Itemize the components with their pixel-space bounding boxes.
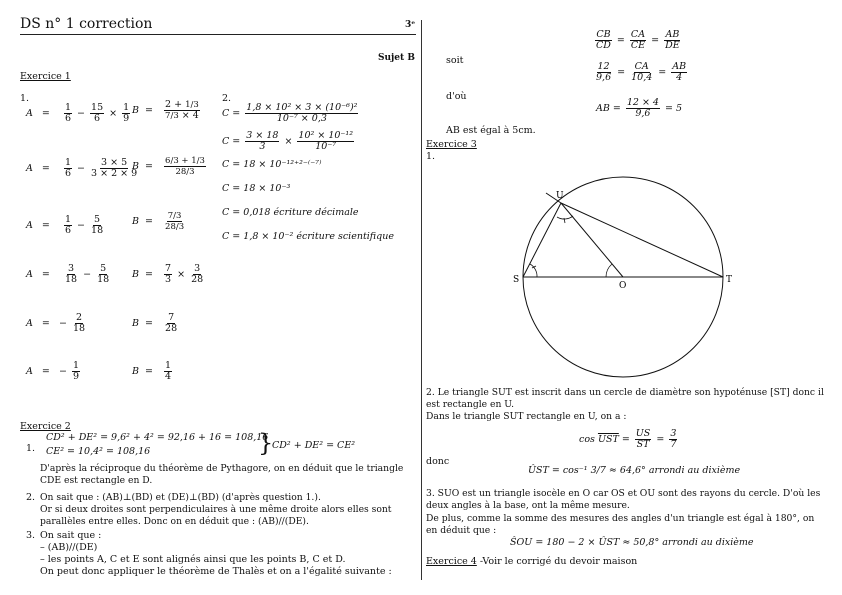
page-title: DS n° 1 correction bbox=[20, 16, 153, 32]
ab-equation: AB = $\frac{12 \times 4}{9,6}$ = 5 bbox=[596, 97, 683, 119]
c-note-decimal: écriture décimale bbox=[273, 207, 359, 218]
class-label: 3ᵉ bbox=[405, 20, 416, 30]
sou-note: arrondi au dixième bbox=[662, 537, 754, 548]
angle-mark-u bbox=[557, 216, 573, 219]
ex2-eq-result: CD² + DE² = CE² bbox=[272, 440, 356, 451]
ex2-item2-number: 2. bbox=[26, 492, 36, 503]
label-o: O bbox=[619, 281, 627, 291]
soit-label: soit bbox=[446, 55, 464, 66]
ex2-heading: Exercice 2 bbox=[20, 421, 71, 432]
circle-figure bbox=[426, 162, 842, 388]
soit-equation: $\frac{12}{9,6}$ = $\frac{CA}{10,4}$ = $\frac{AB}{4}$ bbox=[596, 61, 687, 83]
ex1-q1-number: 1. bbox=[20, 93, 30, 104]
dou-label: d'où bbox=[446, 91, 467, 102]
angle-equation: ÛST = cos⁻¹ 3/7 ≈ 64,6° arrondi au dixième bbox=[528, 465, 741, 476]
ex2-eq1: CD² + DE² = 9,6² + 4² = 92,16 + 16 = 108,16 bbox=[46, 432, 269, 443]
subject-label: Sujet B bbox=[378, 53, 415, 63]
ex2-item3-line2: – (AB)//(DE) bbox=[40, 542, 98, 553]
ex3-p2b: Dans le triangle SUT rectangle en U, on a : bbox=[426, 411, 627, 422]
thales-equation: $\frac{CB}{CD}$ = $\frac{CA}{CE}$ = $\frac{AB}{DE}$ bbox=[596, 29, 680, 51]
c-row-6: C = 1,8 × 10⁻² écriture scientifique bbox=[222, 231, 394, 242]
a-row-6: A = − $\frac{1}{9}$ bbox=[26, 360, 79, 382]
a-row-2: A = $\frac{1}{6}$ − $\frac{3 \times 5}{3 \times 2 \times 9}$ bbox=[26, 157, 138, 179]
segment-uo bbox=[561, 203, 623, 277]
ex1-heading: Exercice 1 bbox=[20, 71, 71, 82]
segment-su bbox=[523, 203, 561, 277]
donc-label: donc bbox=[426, 456, 450, 467]
b-row-1: B = $\frac{2 + 1/3}{7/3 \times 4}$ bbox=[132, 99, 199, 121]
b-row-4: B = $\frac{7}{3}$ × $\frac{3}{28}$ bbox=[132, 263, 204, 285]
ex4-text: -Voir le corrigé du devoir maison bbox=[479, 556, 638, 567]
ex3-p3b: De plus, comme la somme des mesures des angles d'un triangle est égal à 180°, on en déduit que : bbox=[426, 513, 815, 536]
angle-mark-o bbox=[606, 264, 612, 277]
column-divider bbox=[421, 20, 422, 580]
a-row-3: A = $\frac{1}{6}$ − $\frac{5}{18}$ bbox=[26, 214, 104, 236]
ex2-item2-line1: On sait que : (AB)⊥(BD) et (DE)⊥(BD) (d'après question 1.). bbox=[40, 492, 321, 503]
cos-equation: $\cos \overline{UST}$ = $\frac{US}{ST}$ = $\frac{3}{7}$ bbox=[579, 428, 677, 450]
ex2-item2-line2: Or si deux droites sont perpendiculaires à une même droite alors elles sont parallèles entre elles. Donc on en déduit que : (AB)//(DE). bbox=[40, 504, 392, 527]
ex1-q2-number: 2. bbox=[222, 93, 232, 104]
angle-note: arrondi au dixième bbox=[648, 465, 741, 476]
label-u: U bbox=[556, 191, 564, 201]
c-row-5: C = 0,018 écriture décimale bbox=[222, 207, 359, 218]
b-row-6: B = $\frac{1}{4}$ bbox=[132, 360, 172, 382]
brace: } bbox=[258, 429, 274, 457]
ex4-line bbox=[426, 556, 637, 567]
ex3-heading: Exercice 3 bbox=[426, 139, 477, 150]
c-row-4: C = 18 × 10⁻³ bbox=[222, 183, 291, 194]
c-row-1: C = $\frac{\text{1,8 × 10² × 3 × (10⁻⁶)²}}{\text{10⁻⁷ × 0,3}}$ bbox=[222, 102, 358, 124]
c-row-2: C = $\frac{3 \times 18}{3}$ × $\frac{\text{10² × 10⁻¹²}}{\text{10⁻⁷}}$ bbox=[222, 130, 354, 152]
ex3-p3: 3. SUO est un triangle isocèle en O car OS et OU sont des rayons du cercle. D'où les deux angles à la base, ont la même mesure. bbox=[426, 488, 821, 511]
label-s: S bbox=[513, 275, 520, 285]
header-rule bbox=[20, 34, 416, 35]
ex2-item3-line4: On peut donc appliquer le théorème de Thalès et on a l'égalité suivante : bbox=[40, 566, 392, 577]
segment-ut bbox=[561, 203, 723, 277]
ab-result: AB est égal à 5cm. bbox=[446, 125, 536, 136]
ex3-q1-number: 1. bbox=[426, 151, 436, 162]
ex4-heading: Exercice 4 bbox=[426, 556, 477, 567]
ex3-p2: 2. Le triangle SUT est inscrit dans un cercle de diamètre son hypoténuse [ST] donc il est rectangle en U. bbox=[426, 387, 824, 410]
ex2-item1-number: 1. bbox=[26, 443, 36, 454]
a-row-5: A = − $\frac{2}{18}$ bbox=[26, 312, 86, 334]
ex2-item3-line1: On sait que : bbox=[40, 530, 102, 541]
a-row-4: A = $\frac{3}{18}$ − $\frac{5}{18}$ bbox=[26, 263, 110, 285]
ex2-item3-number: 3. bbox=[26, 530, 36, 541]
a-row-1: A = $\frac{1}{6}$ − $\frac{15}{6}$ × $\frac{1}{9}$ bbox=[26, 102, 130, 124]
b-row-2: B = $\frac{6/3 + 1/3}{28/3}$ bbox=[132, 156, 205, 177]
sou-equation: ŜOU = 180 − 2 × ÛST ≈ 50,8° arrondi au dixième bbox=[510, 537, 754, 548]
b-row-3: B = $\frac{7/3}{28/3}$ bbox=[132, 211, 185, 232]
label-t: T bbox=[726, 275, 733, 285]
c-note-scientific: écriture scientifique bbox=[296, 231, 394, 242]
c-row-3: C = 18 × 10⁻¹²⁺²⁻⁽⁻⁷⁾ bbox=[222, 159, 322, 170]
ex2-item1-text: D'après la réciproque du théorème de Pythagore, on en déduit que le triangle CDE est rectangle en D. bbox=[40, 463, 404, 486]
ex2-item3-line3: – les points A, C et E sont alignés ainsi que les points B, C et D. bbox=[40, 554, 346, 565]
b-row-5: B = $\frac{7}{28}$ bbox=[132, 312, 178, 334]
ex2-eq2: CE² = 10,4² = 108,16 bbox=[46, 446, 151, 457]
